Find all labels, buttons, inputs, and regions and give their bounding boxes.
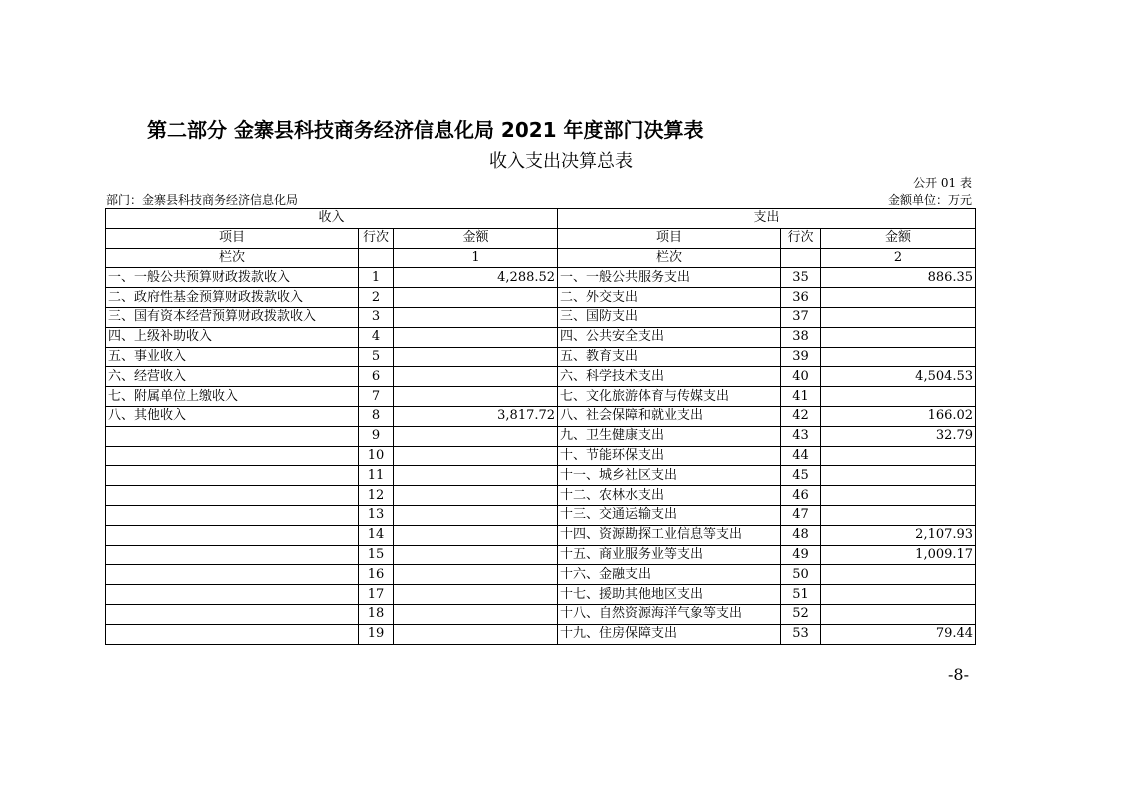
income-line-cell: 9 — [359, 426, 394, 446]
expense-line-cell: 35 — [781, 268, 821, 288]
expense-amount-cell: 2,107.93 — [821, 525, 976, 545]
expense-item-cell: 五、教育支出 — [558, 347, 781, 367]
column-index-row — [106, 248, 976, 268]
expense-line-cell: 44 — [781, 446, 821, 466]
expense-line-cell: 49 — [781, 545, 821, 565]
expense-line-cell: 51 — [781, 585, 821, 605]
expense-amount-cell — [821, 604, 976, 624]
income-amount-cell — [394, 367, 558, 387]
income-amount-cell — [394, 585, 558, 605]
expense-line-cell: 39 — [781, 347, 821, 367]
income-line-cell: 10 — [359, 446, 394, 466]
income-line-cell: 2 — [359, 288, 394, 308]
table-row — [106, 585, 976, 605]
income-item-cell — [106, 585, 359, 605]
expense-item-cell: 十五、商业服务业等支出 — [558, 545, 781, 565]
income-item-cell — [106, 525, 359, 545]
expense-amount-cell: 79.44 — [821, 624, 976, 644]
expense-column-label: 栏次 — [558, 248, 781, 268]
income-amount-cell — [394, 466, 558, 486]
expense-item-cell: 十九、住房保障支出 — [558, 624, 781, 644]
table-row — [106, 406, 976, 426]
expense-item-cell: 八、社会保障和就业支出 — [558, 406, 781, 426]
income-amount-cell — [394, 624, 558, 644]
income-amount-cell — [394, 347, 558, 367]
table-row — [106, 604, 976, 624]
income-amount-cell — [394, 525, 558, 545]
expense-line-cell: 50 — [781, 565, 821, 585]
expense-item-cell: 九、卫生健康支出 — [558, 426, 781, 446]
income-item-cell — [106, 565, 359, 585]
income-column-index: 1 — [394, 248, 558, 268]
expense-amount-cell — [821, 565, 976, 585]
section-header-row — [106, 209, 976, 229]
expense-line-cell: 52 — [781, 604, 821, 624]
table-subtitle: 收入支出决算总表 — [489, 151, 633, 172]
income-line-cell: 7 — [359, 387, 394, 407]
expense-line-header: 行次 — [781, 228, 821, 248]
income-amount-cell — [394, 426, 558, 446]
income-line-cell: 6 — [359, 367, 394, 387]
expense-amount-cell — [821, 585, 976, 605]
table-row — [106, 307, 976, 327]
expense-item-cell: 十七、援助其他地区支出 — [558, 585, 781, 605]
income-item-cell: 二、政府性基金预算财政拨款收入 — [106, 288, 359, 308]
income-line-cell: 15 — [359, 545, 394, 565]
expense-line-cell: 45 — [781, 466, 821, 486]
income-header: 收入 — [106, 209, 558, 229]
expense-line-cell: 47 — [781, 505, 821, 525]
income-amount-cell: 3,817.72 — [394, 406, 558, 426]
income-item-cell: 五、事业收入 — [106, 347, 359, 367]
income-expense-table — [105, 208, 976, 645]
column-header-row — [106, 228, 976, 248]
expense-item-cell: 二、外交支出 — [558, 288, 781, 308]
expense-line-cell: 37 — [781, 307, 821, 327]
expense-line-cell: 48 — [781, 525, 821, 545]
table-row — [106, 288, 976, 308]
income-line-cell: 5 — [359, 347, 394, 367]
table-row — [106, 327, 976, 347]
table-row — [106, 525, 976, 545]
department-label: 部门：金寨县科技商务经济信息化局 — [106, 193, 299, 207]
income-item-cell — [106, 426, 359, 446]
income-line-cell: 14 — [359, 525, 394, 545]
income-amount-cell — [394, 545, 558, 565]
income-item-cell: 六、经营收入 — [106, 367, 359, 387]
table-row — [106, 545, 976, 565]
income-item-cell — [106, 624, 359, 644]
table-row — [106, 426, 976, 446]
income-line-header: 行次 — [359, 228, 394, 248]
income-amount-cell: 4,288.52 — [394, 268, 558, 288]
expense-amount-cell — [821, 486, 976, 506]
income-line-cell: 12 — [359, 486, 394, 506]
expense-item-cell: 七、文化旅游体育与传媒支出 — [558, 387, 781, 407]
income-item-cell — [106, 446, 359, 466]
expense-line-cell: 43 — [781, 426, 821, 446]
form-number: 公开 01 表 — [913, 176, 972, 190]
expense-item-cell: 十八、自然资源海洋气象等支出 — [558, 604, 781, 624]
unit-label: 金额单位：万元 — [887, 193, 972, 207]
income-item-header: 项目 — [106, 228, 359, 248]
expense-line-cell: 40 — [781, 367, 821, 387]
income-item-cell: 八、其他收入 — [106, 406, 359, 426]
expense-item-cell: 十、节能环保支出 — [558, 446, 781, 466]
expense-item-cell: 十四、资源勘探工业信息等支出 — [558, 525, 781, 545]
income-line-cell: 17 — [359, 585, 394, 605]
expense-amount-cell: 4,504.53 — [821, 367, 976, 387]
income-amount-cell — [394, 387, 558, 407]
income-line-cell: 3 — [359, 307, 394, 327]
expense-item-cell: 一、一般公共服务支出 — [558, 268, 781, 288]
expense-amount-cell — [821, 347, 976, 367]
income-line-cell: 8 — [359, 406, 394, 426]
expense-header: 支出 — [558, 209, 976, 229]
expense-line-cell: 46 — [781, 486, 821, 506]
income-amount-cell — [394, 565, 558, 585]
table-row — [106, 446, 976, 466]
income-item-cell — [106, 505, 359, 525]
expense-item-cell: 三、国防支出 — [558, 307, 781, 327]
expense-amount-cell — [821, 446, 976, 466]
income-item-cell — [106, 545, 359, 565]
income-item-cell — [106, 486, 359, 506]
income-line-cell: 16 — [359, 565, 394, 585]
expense-amount-cell: 166.02 — [821, 406, 976, 426]
income-line-cell: 1 — [359, 268, 394, 288]
income-amount-cell — [394, 446, 558, 466]
expense-item-cell: 十二、农林水支出 — [558, 486, 781, 506]
income-amount-cell — [394, 327, 558, 347]
income-amount-cell — [394, 486, 558, 506]
expense-amount-cell: 886.35 — [821, 268, 976, 288]
table-row — [106, 268, 976, 288]
empty-cell — [359, 248, 394, 268]
expense-item-header: 项目 — [558, 228, 781, 248]
expense-line-cell: 41 — [781, 387, 821, 407]
income-line-cell: 4 — [359, 327, 394, 347]
expense-amount-cell — [821, 307, 976, 327]
empty-cell — [781, 248, 821, 268]
income-line-cell: 11 — [359, 466, 394, 486]
expense-line-cell: 42 — [781, 406, 821, 426]
income-line-cell: 19 — [359, 624, 394, 644]
income-amount-cell — [394, 604, 558, 624]
table-row — [106, 347, 976, 367]
table-row — [106, 486, 976, 506]
income-item-cell — [106, 604, 359, 624]
income-item-cell — [106, 466, 359, 486]
income-item-cell: 一、一般公共预算财政拨款收入 — [106, 268, 359, 288]
income-amount-cell — [394, 307, 558, 327]
income-amount-cell — [394, 505, 558, 525]
expense-amount-cell — [821, 288, 976, 308]
expense-line-cell: 38 — [781, 327, 821, 347]
table-row — [106, 505, 976, 525]
expense-item-cell: 十三、交通运输支出 — [558, 505, 781, 525]
table-row — [106, 565, 976, 585]
expense-column-index: 2 — [821, 248, 976, 268]
income-item-cell: 七、附属单位上缴收入 — [106, 387, 359, 407]
expense-item-cell: 十一、城乡社区支出 — [558, 466, 781, 486]
table-row — [106, 466, 976, 486]
expense-line-cell: 36 — [781, 288, 821, 308]
page-title: 第二部分 金寨县科技商务经济信息化局 2021 年度部门决算表 — [147, 118, 704, 142]
expense-line-cell: 53 — [781, 624, 821, 644]
income-line-cell: 18 — [359, 604, 394, 624]
table-row — [106, 367, 976, 387]
income-item-cell: 三、国有资本经营预算财政拨款收入 — [106, 307, 359, 327]
expense-amount-cell — [821, 505, 976, 525]
table-row — [106, 387, 976, 407]
table-row — [106, 624, 976, 644]
expense-amount-cell: 1,009.17 — [821, 545, 976, 565]
income-amount-cell — [394, 288, 558, 308]
expense-item-cell: 四、公共安全支出 — [558, 327, 781, 347]
income-column-label: 栏次 — [106, 248, 359, 268]
expense-item-cell: 六、科学技术支出 — [558, 367, 781, 387]
expense-amount-header: 金额 — [821, 228, 976, 248]
expense-amount-cell — [821, 387, 976, 407]
expense-amount-cell: 32.79 — [821, 426, 976, 446]
expense-amount-cell — [821, 466, 976, 486]
income-amount-header: 金额 — [394, 228, 558, 248]
income-line-cell: 13 — [359, 505, 394, 525]
page-number: -8- — [948, 665, 969, 684]
expense-item-cell: 十六、金融支出 — [558, 565, 781, 585]
expense-amount-cell — [821, 327, 976, 347]
income-item-cell: 四、上级补助收入 — [106, 327, 359, 347]
